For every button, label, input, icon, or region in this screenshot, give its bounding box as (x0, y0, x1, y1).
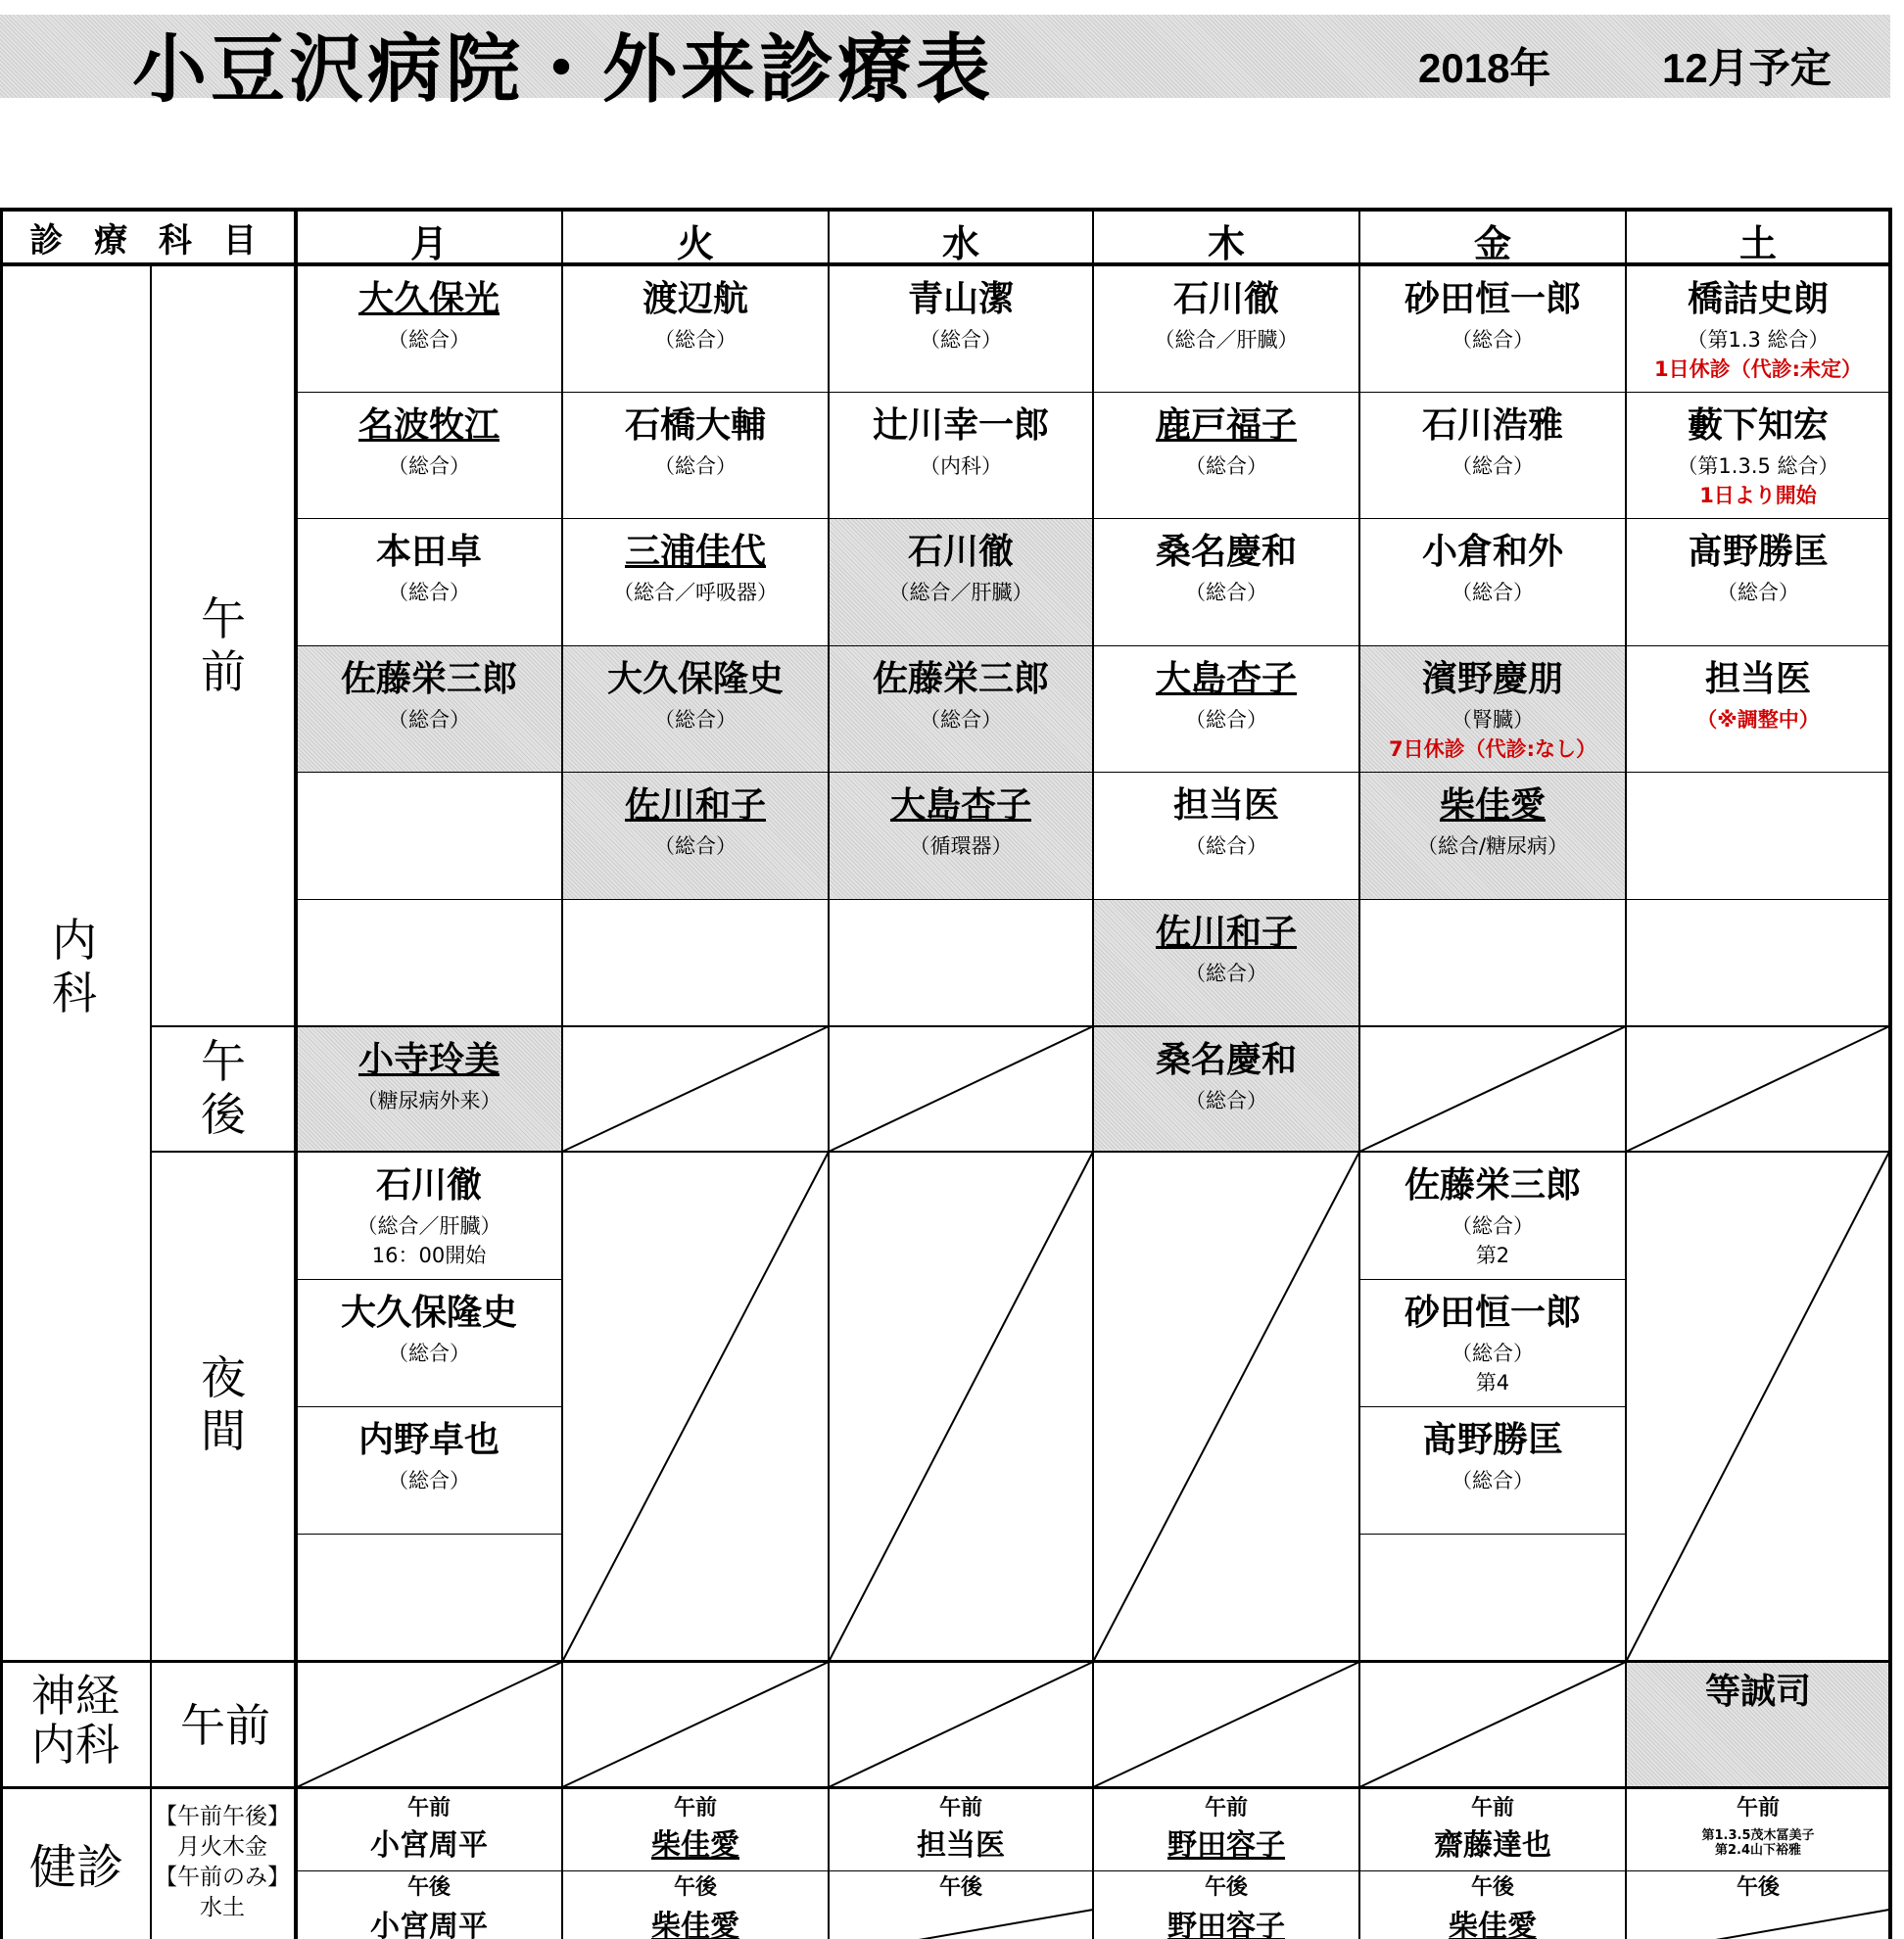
period-pm (196, 1035, 251, 1141)
cell-am3-mon (296, 519, 562, 645)
doctor-name: 藪下知宏 (1687, 405, 1829, 446)
specialty: （総合） (654, 834, 737, 858)
specialty: （総合） (388, 1342, 470, 1365)
doctor-name: 石川徹 (1172, 279, 1279, 319)
doctor-name: 砂田恒一郎 (1404, 1293, 1581, 1333)
doctor-name: 大久保隆史 (606, 659, 784, 699)
dept-neuro (20, 1672, 131, 1770)
doctor-name: 小宮周平 (370, 1910, 488, 1939)
doctor-name: 大久保光 (357, 279, 500, 319)
period-am (196, 592, 251, 698)
specialty: （内科） (920, 454, 1002, 478)
cell-am1-sat (1626, 266, 1890, 392)
page-title: 小豆沢病院・外来診療表 (132, 25, 994, 113)
doctor-name: 小寺玲美 (357, 1040, 500, 1080)
specialty: （総合） (1452, 454, 1534, 478)
day-header-wed: 水 (941, 222, 979, 265)
doctor-name: 青山潔 (907, 279, 1014, 319)
start-time: 16：00開始 (371, 1244, 487, 1267)
cell-am4-tue (562, 646, 829, 772)
doctor-name: 野田容子 (1167, 1910, 1285, 1939)
period-label: 午後 (673, 1875, 717, 1900)
specialty: （腎臓） (1452, 708, 1534, 732)
hline-checkup-top (0, 1786, 1892, 1789)
doctor-name: 三浦佳代 (624, 532, 766, 572)
specialty: （総合） (654, 454, 737, 478)
cell-am4-wed (829, 646, 1093, 772)
cell-checkup-pm-sat (1626, 1872, 1890, 1939)
doctor-name: 内野卓也 (357, 1420, 500, 1460)
day-header-tue: 火 (676, 222, 714, 265)
schedule-note: 1日休診（代診:未定） (1653, 357, 1862, 381)
week-label: 第4 (1475, 1371, 1510, 1395)
doctor-name: 柴佳愛 (1449, 1910, 1537, 1939)
specialty: （総合） (1185, 834, 1267, 858)
cell-night-mon-2 (296, 1280, 562, 1406)
cell-am3-tue (562, 519, 829, 645)
period-label: 午後 (1204, 1875, 1248, 1900)
specialty: （総合） (388, 328, 470, 352)
doctor-name: 桑名慶和 (1155, 532, 1297, 572)
specialty: （総合） (920, 328, 1002, 352)
doctor-name: 柴佳愛 (651, 1828, 739, 1863)
doctor-name: 濱野慶朋 (1421, 659, 1563, 699)
specialty: （第1.3 総合） (1687, 328, 1830, 352)
period-label: 午前 (673, 1796, 717, 1821)
doctor-name: 渡辺航 (642, 279, 748, 319)
cell-am2-mon (296, 393, 562, 518)
checkup-note-line: 水土 (200, 1895, 245, 1920)
doctor-name: 第1.3.5茂木冨美子 (1701, 1828, 1815, 1843)
week-label: 第2 (1475, 1244, 1510, 1267)
cell-am4-sat (1626, 646, 1890, 772)
hline-night-mon-3 (296, 1534, 562, 1535)
doctor-name: 小宮周平 (370, 1828, 488, 1863)
subject-header: 診 療 科 目 (29, 221, 266, 260)
specialty: （総合） (1185, 454, 1267, 478)
specialty: （総合／肝臓） (357, 1214, 501, 1238)
schedule-note: 1日より開始 (1699, 484, 1817, 507)
specialty: （総合／肝臓） (888, 581, 1033, 604)
doctor-name: 大久保隆史 (340, 1293, 517, 1333)
cell-checkup-pm-wed (829, 1872, 1093, 1939)
cell-am4-mon (296, 646, 562, 772)
schedule-note: 7日休診（代診:なし） (1388, 737, 1596, 761)
specialty: （総合） (388, 1469, 470, 1492)
cell-am1-thu (1093, 266, 1359, 392)
cell-am6-thu (1093, 900, 1359, 1025)
cell-night-fri-1 (1359, 1153, 1626, 1279)
doctor-name: 名波牧江 (357, 405, 500, 446)
specialty: （総合） (388, 708, 470, 732)
specialty: （総合／呼吸器） (613, 581, 778, 604)
doctor-name: 佐藤栄三郎 (872, 659, 1049, 699)
specialty: （総合） (1452, 581, 1534, 604)
cell-am3-wed (829, 519, 1093, 645)
specialty: （総合） (1452, 1342, 1534, 1365)
cell-checkup-pm-tue (562, 1872, 829, 1939)
dept-checkup-label: 健診 (28, 1840, 123, 1895)
cell-am4-thu (1093, 646, 1359, 772)
specialty: （総合） (1185, 708, 1267, 732)
doctor-name: 石川浩雅 (1421, 405, 1563, 446)
schedule-note: （※調整中） (1696, 708, 1820, 732)
period-night-label: 夜間 (201, 1351, 246, 1457)
doctor-name: 柴佳愛 (1439, 785, 1546, 826)
period-neuro-am (157, 1699, 294, 1752)
specialty: （総合） (920, 708, 1002, 732)
cell-checkup-am-mon (296, 1790, 562, 1870)
specialty: （総合） (1452, 328, 1534, 352)
cell-pm-mon (296, 1027, 562, 1151)
doctor-name: 石川徹 (907, 532, 1014, 572)
specialty: （第1.3.5 総合） (1677, 454, 1839, 478)
period-neuro-am-label: 午前 (180, 1699, 270, 1752)
period-pm-label: 午後 (201, 1035, 246, 1141)
period-label: 午前 (1204, 1796, 1248, 1821)
doctor-name: 野田容子 (1167, 1828, 1285, 1863)
doctor-name: 本田卓 (375, 532, 482, 572)
hline-night-fri-3 (1359, 1534, 1626, 1535)
cell-checkup-am-sat (1626, 1790, 1890, 1870)
day-header-sat: 土 (1738, 222, 1777, 265)
cell-am3-sat (1626, 519, 1890, 645)
cell-pm-thu (1093, 1027, 1359, 1151)
specialty: （循環器） (909, 834, 1013, 858)
period-label: 午後 (938, 1875, 982, 1900)
cell-night-mon-3 (296, 1407, 562, 1534)
year-label: 2018年 (1418, 45, 1551, 91)
checkup-note-line: 【午前のみ】 (155, 1865, 290, 1890)
specialty: （総合） (388, 581, 470, 604)
cell-am3-fri (1359, 519, 1626, 645)
doctor-name: 石川徹 (375, 1165, 482, 1206)
checkup-note-line: 【午前午後】 (155, 1804, 290, 1829)
doctor-name: 石橋大輔 (624, 405, 766, 446)
period-night (196, 1351, 251, 1457)
doctor-name: 小倉和外 (1421, 532, 1563, 572)
day-header-fri: 金 (1473, 222, 1511, 265)
month-label: 12月予定 (1662, 45, 1832, 91)
cell-checkup-pm-thu (1093, 1872, 1359, 1939)
specialty: （総合） (1452, 1214, 1534, 1238)
period-label: 午後 (1470, 1875, 1514, 1900)
cell-am2-sat (1626, 393, 1890, 518)
doctor-name: 等誠司 (1704, 1672, 1811, 1712)
specialty: （総合） (1452, 1469, 1534, 1492)
specialty: （総合） (1185, 962, 1267, 985)
cell-am5-thu (1093, 773, 1359, 899)
doctor-name: 佐藤栄三郎 (1404, 1165, 1581, 1206)
cell-checkup-am-thu (1093, 1790, 1359, 1870)
period-label: 午前 (1470, 1796, 1514, 1821)
specialty: （総合） (654, 328, 737, 352)
doctor-name: 齋藤達也 (1434, 1828, 1551, 1863)
specialty: （総合/糖尿病） (1416, 834, 1569, 858)
period-label: 午前 (406, 1796, 451, 1821)
doctor-name: 髙野勝匡 (1421, 1420, 1563, 1460)
specialty: （総合） (1185, 581, 1267, 604)
specialty: （総合） (1717, 581, 1799, 604)
cell-am2-tue (562, 393, 829, 518)
cell-am5-fri (1359, 773, 1626, 899)
cell-checkup-am-wed (829, 1790, 1093, 1870)
doctor-name: 橋詰史朗 (1687, 279, 1829, 319)
cell-am4-fri (1359, 646, 1626, 772)
dept-internal (47, 914, 102, 1019)
hline-checkup-mid (296, 1870, 1890, 1871)
doctor-name: 第2.4山下裕雅 (1714, 1843, 1802, 1858)
doctor-name: 髙野勝匡 (1687, 532, 1829, 572)
cell-night-fri-3 (1359, 1407, 1626, 1534)
doctor-name: 担当医 (1704, 659, 1811, 699)
doctor-name: 大島杏子 (889, 785, 1031, 826)
vline-dept (150, 266, 152, 1939)
cell-checkup-am-tue (562, 1790, 829, 1870)
doctor-name: 佐川和子 (1155, 913, 1297, 953)
cell-checkup-pm-fri (1359, 1872, 1626, 1939)
doctor-name: 大島杏子 (1155, 659, 1297, 699)
doctor-name: 桑名慶和 (1155, 1040, 1297, 1080)
day-header-mon: 月 (409, 222, 448, 265)
cell-am1-fri (1359, 266, 1626, 392)
checkup-note-line: 月火木金 (177, 1834, 267, 1860)
specialty: （総合） (1185, 1089, 1267, 1112)
cell-neuro-sat (1626, 1663, 1890, 1786)
doctor-name: 柴佳愛 (651, 1910, 739, 1939)
cell-am1-mon (296, 266, 562, 392)
doctor-name: 鹿戸福子 (1155, 405, 1297, 446)
specialty: （総合） (388, 454, 470, 478)
hline-neuro-top (0, 1660, 1892, 1663)
frame-left (0, 208, 3, 1939)
cell-am2-wed (829, 393, 1093, 518)
cell-am2-fri (1359, 393, 1626, 518)
doctor-name: 担当医 (1172, 785, 1279, 826)
frame-top (0, 208, 1892, 212)
cell-am3-thu (1093, 519, 1359, 645)
cell-am5-tue (562, 773, 829, 899)
cell-am2-thu (1093, 393, 1359, 518)
dept-internal-label: 内科 (52, 914, 97, 1019)
dept-checkup (18, 1841, 135, 1894)
period-label: 午後 (1736, 1875, 1780, 1900)
checkup-note (153, 1802, 292, 1923)
doctor-name: 佐藤栄三郎 (340, 659, 517, 699)
period-label: 午前 (1736, 1796, 1780, 1821)
cell-am1-tue (562, 266, 829, 392)
dept-neuro-label: 神経内科 (30, 1670, 119, 1771)
cell-am5-wed (829, 773, 1093, 899)
period-label: 午後 (406, 1875, 451, 1900)
doctor-name: 辻川幸一郎 (872, 405, 1049, 446)
day-header-thu: 木 (1207, 222, 1245, 265)
doctor-name: 砂田恒一郎 (1404, 279, 1581, 319)
doctor-name: 佐川和子 (624, 785, 766, 826)
doctor-name: 担当医 (917, 1828, 1005, 1863)
period-am-label: 午前 (201, 592, 246, 698)
specialty: （糖尿病外来） (357, 1089, 501, 1112)
specialty: （総合／肝臓） (1154, 328, 1299, 352)
period-label: 午前 (938, 1796, 982, 1821)
cell-night-fri-2 (1359, 1280, 1626, 1406)
cell-checkup-am-fri (1359, 1790, 1626, 1870)
cell-am1-wed (829, 266, 1093, 392)
specialty: （総合） (654, 708, 737, 732)
cell-checkup-pm-mon (296, 1872, 562, 1939)
cell-night-mon-1 (296, 1153, 562, 1279)
